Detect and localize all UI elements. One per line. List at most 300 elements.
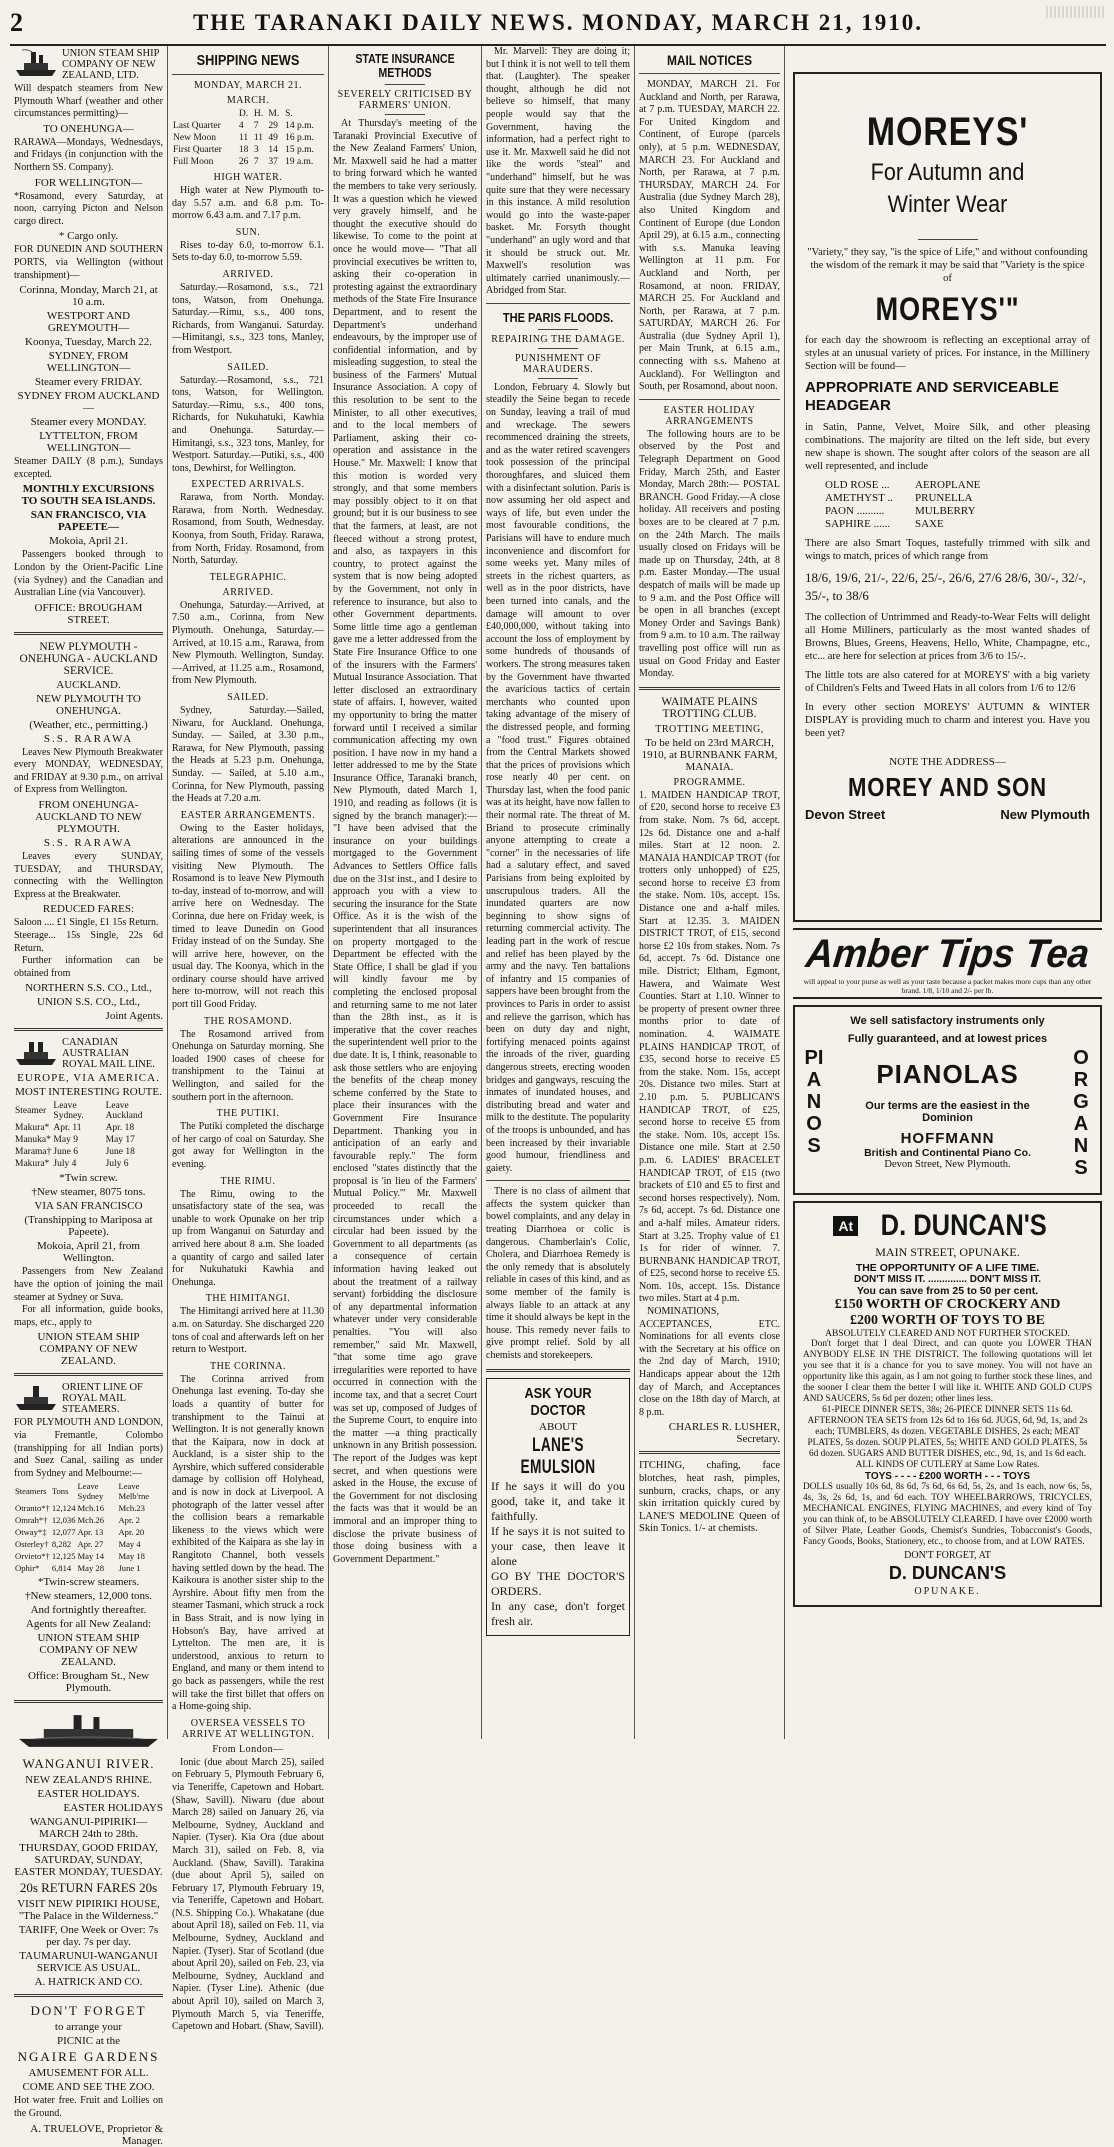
hoff-text-1: We sell satisfactory instruments only xyxy=(850,1015,1045,1027)
sf-text: Passengers from New Zealand have the option of joining the mail steamer at Sydney or Suva. xyxy=(14,1266,163,1303)
divider xyxy=(639,399,780,400)
sf-info: For all information, guide books, maps, etc., apply to xyxy=(14,1304,163,1328)
cell: 7 xyxy=(253,121,259,131)
expected-heading: EXPECTED ARRIVALS. xyxy=(191,479,305,491)
column-shipping-news xyxy=(168,46,329,2033)
cell: 26 xyxy=(238,157,249,167)
table-row xyxy=(14,1562,163,1574)
cell: July 4 xyxy=(53,1159,77,1170)
table-row xyxy=(14,1538,163,1550)
dont-forget: DON'T FORGET xyxy=(30,2003,147,2019)
union-ss: UNION S.S. CO., Ltd., xyxy=(37,996,140,1009)
sailed2-text: Sydney, Saturday.—Sailed, Niwaru, for Auckland. Onehunga, Sunday. — Sailed, at 3.30 p.m., Rarawa, for New Plymouth, passing the Heads at 5.23 p.m. Onehunga, Sunday. — Sailed, at 5.10 a.m., Corinna, for New Plymouth, passing the Heads at 7.20 a.m. xyxy=(172,705,324,805)
shipping-date: MONDAY, MARCH 21. xyxy=(194,80,302,91)
expected-text: Rarawa, from North. Monday. Rarawa, from North. Wednesday. Rosamond, from South, Wednesday. Koonya, from South, Friday. Rarawa, from North, Friday. Rosamond, from North, Saturday. xyxy=(172,492,324,567)
steamer-icon xyxy=(14,1037,58,1067)
amber-tips-tea: Amber Tips Tea xyxy=(803,932,1092,976)
moreys-text-3: There are also Smart Toques, tastefully trimmed with silk and wings to match, prices of which range from xyxy=(805,538,1090,562)
divider xyxy=(639,73,780,74)
paris-floods-text: London, February 4. Slowly but steadily the Seine began to recede on Sunday, leaving a trail of mud and wreckage. The sewers recommenced draining the streets, and as the water retired scavengers took possession of the principal thoroughfares, and sluiced them with a disinfectant solution. Paris is now assuming her old aspect and ways of life, but even under the most favourable conditions, the Parisians will have to endure much inconvenience and discomfort for some weeks yet. Many miles of streets in the richest quarters, as well as in the poor districts, have been turned into canals, and the damage will amount to over £40,000,000, without taking into account the loss of employment by some hundreds of thousands of workers. The strong measures taken by the Government have thwarted the avaricious tactics of certain merchants who counted upon taking advantage of the misery of the distressed people, and forming a "food trust." Figures obtained from the Central Markets showed that the prices of provisions which rose nearly 40 per cent. on Thursday last, when the food panic was at its height, have now fallen to their normal rate. The threat of M. Briand to prosecute criminally anyone attempting to create a "corner" in the necessaries of life had a salutary effect, and saved Parisians from being exploited by unscrupulous traders. All the inundated quarters are now beginning to show signs of returning commercial activity. The leading part in the work of rescue and relief has been played by the army and the navy. Ten battalions of infantry and 15 companies of sappers have been brought from the provinces to Paris in order to assist and relieve the garrison, which has been on duty day and night, fortifying menaced points against the inroads of the river, guarding dangerous streets, erecting wooden bridges and gangways, rescuing the inmates of inundated houses, and distributing bread and water and milk to the destitute. The popularity of the troops is unbounded, and has been increased by their invariable good humour, friendliness and gaiety. xyxy=(486,381,630,1174)
overseas-heading: OVERSEA VESSELS TO ARRIVE AT WELLINGTON. xyxy=(181,1717,315,1740)
itching-ad: ITCHING, chafing, face blotches, heat rash, pimples, sunburn, cracks, chaps, or any skin irritation quickly cured by LANE'S MEDOLINE Queen of Skin Tonics. 1/- at chemists. xyxy=(639,1460,780,1535)
column-shipping-ads xyxy=(10,46,168,2147)
taumarunui: TAUMARUNUI-WANGANUI SERVICE AS USUAL. xyxy=(19,1950,158,1975)
sailed-text: Saturday.—Rosamond, s.s., 721 tons, Watson, for Wellington. Saturday.—Rimu, s.s., 400 tons, Richards, for Nukuhatuki, Kawhia and Onehunga. Saturday.—Himitangi, s.s., 323 tons, Manley, for Westport. Saturday.—Putiki, s.s., 400 tons, Dewhirst, for Wellington. xyxy=(172,374,324,474)
duncan-street: MAIN STREET, OPUNAKE. xyxy=(875,1245,1020,1259)
column-advertisements xyxy=(785,46,1106,1739)
cell: Apr. 2 xyxy=(118,1515,140,1526)
arrived2-text: Onehunga, Saturday.—Arrived, at 7.50 a.m., Corinna, from New Plymouth. Onehunga, Saturday.—Arrived, at 10.15 a.m., Rarawa, from New Plymouth. Wellington, Sunday.—Arrived, at 11.25 a.m., Rosamond, from New Plymouth. xyxy=(172,599,324,687)
corinna-sailing: Corinna, Monday, March 21, at 10 a.m. xyxy=(19,284,158,309)
cell: Otway*‡ xyxy=(15,1527,47,1538)
wanganui-heading: WANGANUI RIVER. xyxy=(22,1756,155,1772)
divider xyxy=(538,378,578,379)
steamer-icon xyxy=(14,48,58,78)
sydney-friday: Steamer every FRIDAY. xyxy=(34,376,143,389)
cell: First Quarter xyxy=(173,145,222,155)
cell: Mch.23 xyxy=(118,1503,145,1514)
cell: New Moon xyxy=(173,133,217,143)
column-state-insurance xyxy=(329,46,482,1739)
paris-sub1: REPAIRING THE DAMAGE. xyxy=(491,333,625,345)
table-row xyxy=(14,1514,163,1526)
divider xyxy=(172,74,324,75)
cell: Makura* xyxy=(15,1123,50,1134)
agents-nz: Agents for all New Zealand: xyxy=(25,1618,152,1631)
canadian-heading: CANADIAN AUSTRALIAN ROYAL MAIL LINE. xyxy=(62,1037,155,1071)
sydney-monday: Steamer every MONDAY. xyxy=(30,416,147,429)
divider xyxy=(14,1028,163,1031)
arrived-text: Saturday.—Rosamond, s.s., 721 tons, Watson, from Onehunga. Saturday.—Rimu, s.s., 400 tons, Richards, from Wanganui. Saturday.—Himitangi, s.s., 323 tons, Manley, from Westport. xyxy=(172,281,324,356)
moreys-sub2: Winter Wear xyxy=(887,191,1008,218)
easter-holiday-text: The following hours are to be observed by the Post and Telegraph Department on Good Friday, March 25th, and Easter Monday, March 28th:— POSTAL BRANCH. Good Friday.—A close holiday. All receivers and posting boxes are to be cleared at 7 p.m. on the 24th March. The mails usually closed on Fridays will be made up on Thursday, 24th, at 8 p.m. Easter Monday.—The usual despatch of mails will be made up to 9 a.m. and the Post Office will be open in all branches (except Money Order and Savings Bank) from 9 a.m. to 10 a.m. The railway travelling post office will run as usual on Good Friday and Easter Monday. xyxy=(639,428,780,680)
cell: Marama† xyxy=(15,1147,52,1158)
rarawa-sailing: RARAWA—Mondays, Wednesdays, and Fridays (in conjunction with the Northern SS. Company). xyxy=(14,136,163,173)
for-wellington: FOR WELLINGTON— xyxy=(34,176,143,189)
table-row xyxy=(14,1526,163,1538)
return-fares: 20s RETURN FARES 20s xyxy=(19,1880,158,1896)
hoff-text-5: Devon Street, New Plymouth. xyxy=(884,1159,1011,1170)
opportunity: THE OPPORTUNITY OF A LIFE TIME. xyxy=(855,1262,1040,1274)
rosamond-heading: THE ROSAMOND. xyxy=(203,1015,293,1027)
easter-arrangements-text: Owing to the Easter holidays, alterations are announced in the sailing times of some of the vessels visiting New Plymouth. The Rosamond is to leave New Plymouth to-day, instead of to-morrow, and will arrive here on Wednesday. The Corinna, due here on Friday week, is timed to leave Dunedin on Good Friday instead of on the Sunday. She will arrive here, however, on the usual day. The Koonya, which in the ordinary course should have arrived here to-morrow, will not reach this port till Good Friday. xyxy=(172,822,324,1011)
np-onehunga-heading: NEW PLYMOUTH - ONEHUNGA - AUCKLAND SERVICE. xyxy=(19,640,158,677)
colors-list xyxy=(825,479,1090,531)
moreys-text-2: in Satin, Panne, Velvet, Moire Silk, and other pleasing combinations. The majority are tilted on the left side, but every new shape is shown. The sought after colors of the season are all well represented, and include xyxy=(805,422,1090,472)
cell: 11 xyxy=(238,133,249,143)
table-header: H. xyxy=(253,109,264,119)
divider xyxy=(538,348,578,349)
column-paris-floods xyxy=(482,46,635,1739)
rimu-text: The Rimu, owing to the unsatisfactory state of the sea, was unable to work Opunake on her trip up from Wanganui on Saturday and arrived here about 8 a.m. She loaded a quantity of cargo and sailed later for Nukuhatuki Kawhia and Onehunga. xyxy=(172,1188,324,1288)
orient-heading: ORIENT LINE OF ROYAL MAIL STEAMERS. xyxy=(62,1382,143,1416)
overseas-text: Ionic (due about March 25), sailed on February 5, Plymouth February 6, via Teneriffe, Capetown and Hobart. (Shaw, Savill). Niwaru (due about March 28) sailed on January 26, via Melbourne, Sydney, Auckland and Napier. (Tyser). Kia Ora (due about March 31), sailed on Feb. 8, via Auckland. (Shaw, Savill). Tarakina (due about April 5), sailed on February 17, Plymouth February 19, via Teneriffe, Capetown and Hobart. (N.S. Shipping Co.). Whakatane (due about April 18), sailed on Feb. 11, via Melbourne, Sydney, Auckland and Napier. (Tyser). Star of Scotland (due about April 20), sailed on Feb. 23, via Melbourne, Sydney, Auckland and Napier. (Tyser Line). Athenic (due about April 10), sailed on March 3, Plymouth March 5, via Teneriffe, Capetown and Hobart. (Shaw, Savill). xyxy=(172,1756,324,2033)
moreys-text-5: The little tots are also catered for at MOREYS' with a big variety of Children's Felts and Tweed Hats in all colors from 1/6 to 12/6 xyxy=(805,670,1090,694)
himitangi-text: The Himitangi arrived here at 11.30 a.m. on Saturday. She discharged 220 tons of coal and afterwards left on her return to Westport. xyxy=(172,1306,324,1356)
to-onehunga: TO ONEHUNGA— xyxy=(43,122,134,135)
rosamond-sailing: *Rosamond, every Saturday, at noon, carrying Picton and Nelson cargo direct. xyxy=(14,190,163,227)
cell: 6,814 xyxy=(51,1563,72,1574)
hoffmann-name: HOFFMANN xyxy=(900,1130,995,1147)
cell: May 9 xyxy=(53,1135,78,1146)
corinna-heading: THE CORINNA. xyxy=(210,1360,286,1372)
waimate-heading: WAIMATE PLAINS TROTTING CLUB. xyxy=(661,695,758,720)
dont-miss: DON'T MISS IT. .............. DON'T MISS IT. xyxy=(854,1274,1041,1285)
state-insurance-sub: SEVERELY CRITICISED BY FARMERS' UNION. xyxy=(337,89,473,111)
devon-street: Devon Street xyxy=(805,807,886,822)
mail-notices-text: MONDAY, MARCH 21. For Auckland and North, per Rarawa, at 7 p.m. TUESDAY, MARCH 22. For United Kingdom and Continent, of Europe (parcels only), at 5 p.m. WEDNESDAY, MARCH 23. For Auckland and North, per Rarawa, at 7 p.m. THURSDAY, MARCH 24. For Australia (due Sydney March 28), also United Kingdom and Continent of Europe (due London April 29), at 6.15 a.m., connecting with s.s. Manuka leaving Wellington at 11 p.m. For Auckland and North, per Rosamond, at noon. FRIDAY, MARCH 25. For Auckland and North, per Rarawa, at 7 p.m. SATURDAY, MARCH 26. For Australia (due Sydney April 1), per Main Trunk, at 6.15 a.m., connecting with s.s. Maheno at Auckland). For Wellington and South, per Rosamond, about noon. xyxy=(639,79,780,393)
cell: Orvieto*† xyxy=(15,1551,50,1562)
cell: May 14 xyxy=(77,1551,104,1562)
northern-ss: NORTHERN S.S. CO., Ltd., xyxy=(25,982,152,995)
moreys-text-4: The collection of Untrimmed and Ready-to-Wear Felts will delight all Home Milliners, particularly as the most wanted shades of Browns, Blues, Greens, Heavens, Hello, White, Champagne, etc., etc... are here for selection at prices from 3/6 to 15/-. xyxy=(805,612,1090,662)
wanganui-pipiriki: WANGANUI-PIPIRIKI—MARCH 24th to 28th. xyxy=(29,1816,148,1841)
rosamond-text: The Rosamond arrived from Onehunga on Saturday morning. She loaded 1900 cases of cheese for transhipment to the Tainui at Wellington, and sailed for the southern port in the afternoon. xyxy=(172,1028,324,1103)
table-header: Leave Auckland xyxy=(105,1101,143,1122)
toys-text: DOLLS usually 10s 6d, 8s 6d, 7s 6d, 6s 6d, 5s, 2s, and 1s each, now 6s, 5s, 4s, 3s, 2s 6d, 1s, and 6d each. TOY WHEELBARROWS, TRICYCLES, MECHANICAL ENGINES, FLYING MACHINES, and every kind of Toy you can think of, to be ABSOLUTELY CLEARED. I have over £2000 worth of Silver Plate, Leather Goods, Chemist's Sundries, Tobacconist's Goods, Fancy Goods, Books, Stationery, etc., to choose from, and at LOW RATES. xyxy=(803,1482,1092,1547)
moreys-ad xyxy=(793,72,1102,922)
leaves-np: Leaves New Plymouth Breakwater every MONDAY, WEDNESDAY, and FRIDAY at 9.30 p.m., on arrival of Express from Wellington. xyxy=(14,746,163,796)
insurance-continued: Mr. Marvell: They are doing it; but I think it is not well to tell them that. (Laughter). The speaker thought, although he did not believe so himself, that many people would say that the Government, having the information, had a perfect right to use it. Mr. Maxwell said he did not like the words "steal" and "underhand" himself, but he was quite sure that they were necessary in this instance. A mild resolution would go into the waste-paper basket. Mr. Forsyth thought "underhand" an ugly word and that it should be struck out. Mr. Maxwell's resolution was ultimately carried unanimously.—Abridged from Star. xyxy=(486,46,630,297)
morey-and-son: MOREY AND SON xyxy=(848,772,1047,802)
steerage-fare: Steerage... 15s Single, 22s 6d Return. xyxy=(14,930,163,954)
table-row xyxy=(172,132,324,144)
ss-rarawa: S.S. RARAWA xyxy=(43,732,134,745)
programme-text: 1. MAIDEN HANDICAP TROT, of £20, second horse to receive £3 from stake. Nom. 7s 6d, accept. 12s 6d. Distance one and a-half miles. Start at 12 noon. 2. MANAIA HANDICAP TROT (for trotters only unhopped) of £25, second horse to receive £3 from the stake. Nom. 10s, accept. 15s. Distance one and a-half miles. Start at 12.35. 3. MAIDEN DISTRICT TROT, of £15, second horse £2 10s from stakes. Nom. 7s 6d, accept. 7s 6d. Distance one mile. District; Eltham, Egmont, Hawera, and Waimate West Counties. Start at 1.10. Winner to be property of present owner three months prior to date of nomination. 4. WAIMATE PLAINS HANDICAP TROT, of £35, second horse to receive £5 from the stake. Nom. 15s, accept 20s. Distance two miles. Start at 2.10 p.m. 5. PUBLICAN'S HANDICAP TROT, of £25, second horse to receive £5 from the stake. Nom. 10s, accept 15s. Distance one mile. Start at 2.50 p.m. 6. LADIES' BRACELET HANDICAP TROT, of £15 (two brackets of £10 and £5 to first and second horses respectively). Nom. 7s 6d, accept. 7s 6d. Distance one and a-half miles. Amateur riders. Start at 3.25. Trophy value of £1 1s for rider of winner. 7. BURNBANK HANDICAP TROT, of £25, second horse to receive £5. Nom. 10s, accept. 15s. Distance two miles. Start at 4 p.m. xyxy=(639,789,780,1305)
passengers-booked: Passengers booked through to London by the Orient-Pacific Line (via Sydney) and the Canadian and Australian Line (via Vancouver). xyxy=(14,549,163,599)
dont-forget-at: DON'T FORGET, AT xyxy=(904,1550,991,1561)
table-row xyxy=(172,156,324,168)
cell: 14 xyxy=(268,145,278,155)
cell: May 4 xyxy=(118,1539,141,1550)
ask-text-1: If he says it will do you good, take it, and take it faithfully. xyxy=(491,1478,625,1523)
table-header: S. xyxy=(285,109,293,119)
sun-heading: SUN. xyxy=(235,226,261,238)
cell: Mch.16 xyxy=(77,1503,104,1514)
table-row xyxy=(14,1122,163,1134)
europe-via-america: EUROPE, VIA AMERICA. xyxy=(17,1072,160,1085)
duncan-ad xyxy=(793,1201,1102,1607)
divider xyxy=(14,1994,163,1997)
via-sf: VIA SAN FRANCISCO xyxy=(34,1200,143,1213)
table-row xyxy=(172,120,324,132)
canadian-schedule xyxy=(14,1100,163,1170)
table-row xyxy=(14,1502,163,1514)
divider xyxy=(639,1451,780,1454)
table-row xyxy=(14,1158,163,1170)
cell: Apr. 18 xyxy=(105,1123,135,1134)
trotting-meeting: TROTTING MEETING, xyxy=(655,723,764,735)
duncan-footer: D. DUNCAN'S xyxy=(888,1563,1007,1583)
divider xyxy=(639,687,780,690)
organs-label: ORGANS xyxy=(1073,1047,1089,1179)
cell: July 6 xyxy=(105,1159,129,1170)
cell: 14 p.m. xyxy=(285,121,314,131)
table-header: Steamer xyxy=(15,1106,47,1117)
ask-your-doctor: ASK YOUR DOCTOR xyxy=(524,1384,592,1419)
office-address: OFFICE: BROUGHAM STREET. xyxy=(34,601,143,626)
steamer-icon xyxy=(14,1382,58,1412)
note-address: NOTE THE ADDRESS— xyxy=(889,756,1006,768)
morey-address xyxy=(805,807,1090,822)
moreys-sub1: For Autumn and xyxy=(870,159,1025,186)
cell: 37 xyxy=(268,157,278,167)
lanes-emulsion: LANE'S EMULSION xyxy=(520,1434,596,1478)
cell: June 6 xyxy=(53,1147,78,1158)
rimu-heading: THE RIMU. xyxy=(220,1175,276,1187)
orient-schedule xyxy=(14,1480,163,1574)
mail-notices-title: MAIL NOTICES xyxy=(666,52,753,68)
absolutely-cleared: ABSOLUTELY CLEARED AND NOT FURTHER STOCKED. xyxy=(825,1329,1070,1339)
corinna-text: The Corinna arrived from Onehunga last evening. To-day she loads a quantity of butter for transhipment to the Tainui at Wellington. It is not generally known that the Kaipara, now in dock at Auckland, is a sister ship to the Ayrshire, which suffered considerable damage by collision off Holyhead, and is now in dock at Liverpool. A photograph of the latter vessel after the collision bears a remarkable likeness to the views which were exhibited of the Kaipara as she lay in Rangitoto Channel, both vessels having settled down by the head. The Kaikoura is another sister ship to the Ayrshire. About fifty men from the steamer Tasmani, which struck a rock in Bass Strait, and is now lying in Hobson's Bay, have arrived at Lyttelton. The men are, it is understood, anxious to return to England, and many or them intend to go back as passengers, while the rest will take the first billet that offers on a Home-going ship. xyxy=(172,1373,324,1713)
new-plymouth: New Plymouth xyxy=(1000,807,1090,822)
cell: May 28 xyxy=(77,1563,104,1574)
moreys-text-1: for each day the showroom is reflecting an exceptional array of styles at an unusual variety of prices. For instance, in the Millinery Section will be found— xyxy=(805,335,1090,372)
lanes-emulsion-ad xyxy=(486,1378,630,1636)
saloon-fare: Saloon .... £1 Single, £1 15s Return. xyxy=(14,917,159,929)
toque-prices: 18/6, 19/6, 21/-, 22/6, 25/-, 26/6, 27/6 28/6, 30/-, 32/-, 35/-, to 38/6 xyxy=(805,570,1086,603)
truelove: A. TRUELOVE, Proprietor & Manager. xyxy=(30,2122,163,2147)
orient-text: FOR PLYMOUTH AND LONDON, via Fremantle, Colombo (transhipping for all Indian ports) and Suez Canal, sailing as under from Sydney and Melbourne:— xyxy=(14,1417,163,1479)
easter-arrangements-heading: EASTER ARRANGEMENTS. xyxy=(180,809,316,821)
union-nz: UNION STEAM SHIP COMPANY OF NEW ZEALAND. xyxy=(37,1632,140,1669)
cell: 12,077 xyxy=(51,1527,76,1538)
mokoia: Mokoia, April 21. xyxy=(49,535,128,548)
sun-text: Rises to-day 6.0, to-morrow 6.1. Sets to-day 6.0, to-morrow 5.59. xyxy=(172,239,324,264)
tariff: TARIFF, One Week or Over: 7s per day. 7s per day. xyxy=(18,1924,159,1949)
cell: 49 xyxy=(268,133,278,143)
cell: 16 p.m. xyxy=(285,133,314,143)
cell: 15 p.m. xyxy=(285,145,314,155)
cell: 12,124 xyxy=(51,1503,76,1514)
sydney-auckland-heading: SYDNEY FROM AUCKLAND— xyxy=(17,390,160,415)
toys-worth: £200 WORTH OF TOYS TO BE xyxy=(850,1313,1045,1328)
divider xyxy=(538,329,578,330)
duncan-items: 61-PIECE DINNER SETS, 38s; 26-PIECE DINNER SETS 11s 6d. AFTERNOON TEA SETS from 12s 6d to 16s 6d. JUGS, 6d, 9d, 1s, and 2s each; TUMBLERS, 4s dozen. VEGETABLE DISHES, 2s each; MEAT PLATES, 5s dozen. SOUP PLATES, 5s; WHITE AND GOLD PLATES, 5s 6d dozen. SUGARS AND BUTTER DISHES, etc., 9d, 1s, and 1s 6d each. ALL KINDS OF CUTLERY at Same Low Rates. xyxy=(807,1405,1088,1470)
table-row xyxy=(14,1550,163,1562)
hoff-text-4: British and Continental Piano Co. xyxy=(864,1147,1031,1159)
cell: 7 xyxy=(253,157,259,167)
picnic: PICNIC at the xyxy=(57,2035,120,2048)
about-label: ABOUT xyxy=(539,1420,577,1433)
colors-right: AEROPLANE PRUNELLA MULBERRY SAXE xyxy=(915,479,981,530)
cell: Osterley† xyxy=(15,1539,49,1550)
ngaire-gardens: NGAIRE GARDENS xyxy=(17,2049,160,2065)
duncan-header xyxy=(803,1209,1092,1243)
high-water-heading: HIGH WATER. xyxy=(213,172,283,183)
table-header: D. xyxy=(238,109,249,119)
lyttelton-heading: LYTTELTON, FROM WELLINGTON— xyxy=(39,430,138,455)
mokoia-2: Mokoia, April 21, from Wellington. xyxy=(37,1240,140,1265)
cell: June 18 xyxy=(105,1147,135,1158)
cell: 8,282 xyxy=(51,1539,72,1550)
holiday-days: THURSDAY, GOOD FRIDAY, SATURDAY, SUNDAY, EASTER MONDAY, TUESDAY. xyxy=(14,1842,163,1879)
amber-tips-ad xyxy=(793,928,1102,999)
visit-pipiriki: VISIT NEW PIPIRIKI HOUSE, "The Palace in the Wilderness." xyxy=(17,1898,160,1923)
divider xyxy=(486,303,630,304)
cell: Mch.26 xyxy=(77,1515,104,1526)
san-francisco: SAN FRANCISCO, VIA PAPEETE— xyxy=(30,509,147,534)
divider xyxy=(918,239,978,240)
cell: 18 xyxy=(238,145,249,155)
auckland-label: AUCKLAND. xyxy=(56,678,121,691)
cell: Ophir* xyxy=(15,1563,40,1574)
divider xyxy=(14,1700,163,1703)
state-insurance-text: At Thursday's meeting of the Taranaki Provincial Executive of the New Zealand Farmers' Union, Mr. Maxwell said he had a matter to bring forward which he wanted the members to take very seriously. It was a question which he viewed very gravely himself, and he thought the executive should do likewise. To come to the point at once he would move— "That all provincial executives be written to, asking their co-operation in protesting against the extraordinary methods of the State Fire Insurance Department, and to resent the Department's underhand endeavours, by the improper use of confidential information, and by misleading suggestion, to steal the business of the Farmers' Mutual Insurance Association. A copy of this resolution to be sent to the Minister, to all other executives, and to the local members of Parliament, asking their co-operation and assistance in the House." Mr. Maxwell: I know that this motion is worded very strongly, and that some members may possibly object to it on that ground; but it is our business to see that the farmers, at least, are not fleeced without a strong protest, and also, as taxpayers in this country, to protect against the system that is now being adopted by the Government, not only in reference to insurance, but also to other Government departments. Some little time ago a gentleman gave me a letter addressed from the State Fire Insurance Office to one of the insurers with the Farmers' Mutual Insurance Association. That letter disclosed an extraordinary state of affairs. I, however, waited my opportunity to bring the matter forward until I received a similar communication affecting my own position. I have now in my hand a letter addressed to me by the State Insurance Office, Taranaki branch, New Plymouth, dated March 1, 1910, and reading as follows (it is signed by the branch manager):— "I have been advised that the insurance on your buildings mortgaged to the Government Advances to Settlers Office falls due on the 31st inst., and I desire to approach you with a view to securing the insurance for the State Office. As it is the wish of the superintendent that all insurances on property mortgaged to the Department be effected with the State Office, I shall be glad if you will kindly favour me by completing the enclosed proposal and returning same to me not later than the 28th inst., as it is imperative that the cover reaches the superintendent well prior to the due date. It is, I think, reasonable to ask those settlers who are enjoying the benefits of the cheap money scheme conferred by the State to place their insurances with the Government Fire Insurance Department. Thanking you in anticipation of an early and favourable reply." The form enclosed "states distinctly that the proposal is 'in lieu of the Farmers' Mutual Policy.'" Mr. Maxwell proceeded to recall the circumstances under which a circular had been issued by the Government to all departments (as a consequence of certain information having leaked out about the treatment of a railway servant) forbidding the disclosure of any departmental information whatever under very considerable penalties. "You will also remember," said Mr. Maxwell, "that some time ago grave irregularities were reported to have occurred in connection with the income tax, and that a secret Court was set up, composed of Judges of the Supreme Court, to enquire into the matter —a thing practically unknown in any British possession. The report of the Judges was kept secret, and when questions were asked in the House, the excuse of the Government for not disclosing the facts was that it would be an immoral and an improper thing to disclose the private business of those doing business with a Government Department." xyxy=(333,118,477,1565)
excursions: MONTHLY EXCURSIONS TO SOUTH SEA ISLANDS. xyxy=(21,483,156,508)
steamer-illustration xyxy=(14,1709,163,1749)
cell: May 18 xyxy=(118,1551,145,1562)
divider xyxy=(486,1180,630,1181)
column-mail-notices xyxy=(635,46,785,1739)
moreys-title: MOREYS' xyxy=(866,110,1029,154)
cell: 3 xyxy=(253,145,259,155)
high-water-text: High water at New Plymouth to-day 5.57 a.m. and 6.8 p.m. To-morrow 6.43 a.m. and 7.17 p.m. xyxy=(172,185,324,222)
divider xyxy=(14,1373,163,1376)
torn-corner xyxy=(1046,6,1106,18)
cell: June 1 xyxy=(118,1563,141,1574)
cell: 12,125 xyxy=(51,1551,76,1562)
table-row xyxy=(172,144,324,156)
sydney-wellington-heading: SYDNEY, FROM WELLINGTON— xyxy=(46,350,131,375)
dunedin-sailing: FOR DUNEDIN AND SOUTHERN PORTS, via Wellington (without transhipment)— xyxy=(14,244,163,281)
table-header: Steamers xyxy=(15,1486,47,1497)
westport-heading: WESTPORT AND GREYMOUTH— xyxy=(46,310,131,335)
from-london: From London— xyxy=(212,1743,284,1755)
cell: Apr. 27 xyxy=(77,1539,104,1550)
moreys-text-6: In every other section MOREYS' AUTUMN & WINTER DISPLAY is providing much to charm and interest you. Have you been yet? xyxy=(805,702,1090,739)
table-row xyxy=(14,1134,163,1146)
further-info: Further information can be obtained from xyxy=(14,955,163,979)
cell: 4 xyxy=(238,121,244,131)
toys-heading: TOYS - - - - £200 WORTH - - - TOYS xyxy=(864,1471,1031,1482)
chamberlain-ad: There is no class of ailment that affects the system quicker than bowel complaints, and any delay in treating Diarrhoea or colic is dangerous. Chamberlain's Colic, Cholera, and Diarrhoea Remedy is the only remedy that is absolutely reliable in cases of this kind, and as some member of the family is always liable to an attack at any time it should always be kept in the house. This remedy never fails to give prompt relief. Sold by all chemists and storekeepers. xyxy=(486,1186,630,1361)
march-label: MARCH. xyxy=(226,95,270,106)
cell: 29 xyxy=(268,121,278,131)
cell: Last Quarter xyxy=(173,121,221,131)
himitangi-heading: THE HIMITANGI. xyxy=(205,1293,291,1305)
programme-heading: PROGRAMME. xyxy=(673,776,746,788)
union-agents: UNION STEAM SHIP COMPANY OF NEW ZEALAND. xyxy=(37,1331,140,1368)
table-header: M. xyxy=(268,109,280,119)
masthead xyxy=(10,6,1106,46)
divider xyxy=(385,84,425,85)
cell: Apr. 11 xyxy=(53,1123,82,1134)
ss-rarawa-2: S.S. RARAWA xyxy=(43,837,134,850)
wanganui-sub: NEW ZEALAND'S RHINE. xyxy=(25,1774,152,1787)
colors-left: OLD ROSE ... AMETHYST .. PAON .......... SAPHIRE ...... xyxy=(825,479,893,530)
lyttelton-daily: Steamer DAILY (8 p.m.), Sundays excepted. xyxy=(14,456,163,480)
cell: Manuka* xyxy=(15,1135,51,1146)
cell: Otranto*† xyxy=(15,1503,50,1514)
divider xyxy=(486,1369,630,1372)
ask-text-2: If he says it is not suited to your case, then leave it alone xyxy=(491,1523,625,1568)
office-2: Office: Brougham St., New Plymouth. xyxy=(27,1670,150,1695)
table-row xyxy=(14,1146,163,1158)
moreys-big: MOREYS'" xyxy=(875,291,1020,327)
ask-text-4: In any case, don't forget fresh air. xyxy=(491,1598,625,1628)
secretary: CHARLES R. LUSHER, Secretary. xyxy=(668,1421,780,1446)
state-insurance-title: STATE INSURANCE METHODS xyxy=(355,52,455,80)
twin-screw: *Twin screw. xyxy=(59,1172,118,1185)
cell: 19 a.m. xyxy=(285,157,314,167)
easter-holiday-heading: EASTER HOLIDAY ARRANGEMENTS xyxy=(663,404,756,427)
divider xyxy=(14,632,163,635)
reduced-fares: REDUCED FARES: xyxy=(42,903,135,916)
new-steamers-2: †New steamers, 12,000 tons. xyxy=(24,1590,153,1603)
page-number: 2 xyxy=(10,8,23,37)
putiki-heading: THE PUTIKI. xyxy=(216,1108,280,1120)
meeting-date: To be held on 23rd MARCH, 1910, at BURNBANK FARM, MANAIA. xyxy=(641,736,778,773)
newspaper-title: THE TARANAKI DAILY NEWS. MONDAY, MARCH 21, 1910. xyxy=(192,10,924,35)
sailed2-heading: SAILED. xyxy=(227,692,269,703)
telegraphic-heading: TELEGRAPHIC. xyxy=(209,571,287,583)
crockery-worth: £150 WORTH OF CROCKERY AND xyxy=(834,1297,1061,1312)
nominations-text: NOMINATIONS, ACCEPTANCES, ETC. Nominations for all events close with the Secretary at his office on the 2nd day of March, 1910; Handicaps appear about the 12th day of March, and Acceptances close on the 18th day of March, at 8 p.m. xyxy=(639,1306,780,1418)
union-ss-heading: UNION STEAM SHIP COMPANY OF NEW ZEALAND, LTD. xyxy=(62,48,160,81)
sailed-heading: SAILED. xyxy=(227,361,269,373)
twin-screw-2: *Twin-screw steamers. xyxy=(37,1576,140,1589)
amusement: AMUSEMENT FOR ALL. xyxy=(28,2067,149,2080)
leaves-onehunga: Leaves every SUNDAY, TUESDAY, and THURSDAY, connecting with the Wellington Express at the Breakwater. xyxy=(14,851,163,900)
weather-note: (Weather, etc., permitting.) xyxy=(29,718,148,731)
divider xyxy=(385,114,425,115)
cell: 12,036 xyxy=(51,1515,76,1526)
table-header: Leave Sydney. xyxy=(53,1101,84,1122)
shipping-news-title: SHIPPING NEWS xyxy=(196,52,300,69)
arrived2-heading: ARRIVED. xyxy=(222,586,274,598)
duncan-at: At xyxy=(833,1216,858,1236)
most-interesting: MOST INTERESTING ROUTE. xyxy=(15,1086,162,1099)
come-see-zoo: COME AND SEE THE ZOO. xyxy=(22,2081,155,2094)
appropriate-headgear: APPROPRIATE AND SERVICEABLE HEADGEAR xyxy=(805,379,1059,414)
paris-floods-title: THE PARIS FLOODS. xyxy=(502,309,614,325)
opunake: OPUNAKE. xyxy=(914,1586,981,1597)
moreys-quote: "Variety," they say, "is the spice of Life," and without confounding the wisdom of the remark it may be said that "Variety is the spice of xyxy=(807,247,1088,284)
pianos-label: PIANOS xyxy=(804,1047,824,1157)
cell: Makura* xyxy=(15,1159,50,1170)
table-header xyxy=(172,108,238,120)
arrived-heading: ARRIVED. xyxy=(222,268,274,280)
fortnightly: And fortnightly thereafter. xyxy=(30,1604,147,1617)
save-percent: You can save from 25 to 50 per cent. xyxy=(856,1285,1039,1297)
cell: Apr. 20 xyxy=(118,1527,145,1538)
union-ss-text: Will despatch steamers from New Plymouth Wharf (weather and other circumstances permitting)— xyxy=(14,83,163,120)
putiki-text: The Putiki completed the discharge of her cargo of coal on Saturday. She got away for Wellington in the evening. xyxy=(172,1121,324,1170)
np-to-onehunga: NEW PLYMOUTH TO ONEHUNGA. xyxy=(36,692,141,717)
easter-holidays-2: EASTER HOLIDAYS xyxy=(63,1802,163,1815)
cargo-only: * Cargo only. xyxy=(58,230,119,243)
amber-tips-sub: will appeal to your purse as well as your taste because a packet makes more cups than any other brand. 1/8, 1/10 and 2/- per lb. xyxy=(803,977,1092,995)
hoff-text-2: Fully guaranteed, and at lowest prices xyxy=(847,1033,1048,1045)
duncan-title: D. DUNCAN'S xyxy=(880,1209,1047,1242)
joint-agents: Joint Agents. xyxy=(105,1010,163,1023)
cell: Omrah*† xyxy=(15,1515,48,1526)
paris-sub2: PUNISHMENT OF MARAUDERS. xyxy=(514,352,602,375)
moon-phases-table xyxy=(172,108,324,168)
pianolas-label: PIANOLAS xyxy=(876,1059,1019,1089)
new-steamer: †New steamer, 8075 tons. xyxy=(31,1186,146,1199)
hoff-text-3: Our terms are the easiest in the Dominion xyxy=(865,1100,1030,1124)
koonya-sailing: Koonya, Tuesday, March 22. xyxy=(25,336,152,349)
tranship: (Transhipping to Mariposa at Papeete). xyxy=(24,1214,153,1239)
duncan-text: Don't forget that I deal Direct, and can quote you LOWER THAN ANYBODY ELSE IN THE DISTRICT. The following quotations will let you see that it is a chance for you to save money. You will not have an opportunity like this again, as I am not going to further stock these lines, and the sooner I clear them the better I will like it. WHITE AND GOLD CUPS AND SAUCERS, 5s 6d per dozen; other lines less. xyxy=(803,1339,1092,1404)
cell: Apr. 13 xyxy=(77,1527,104,1538)
hot-water: Hot water free. Fruit and Lollies on the Ground. xyxy=(14,2095,163,2119)
hatrick-co: A. HATRICK AND CO. xyxy=(34,1976,143,1989)
table-header: Tons xyxy=(51,1486,69,1497)
hoffmann-ad xyxy=(793,1005,1102,1195)
